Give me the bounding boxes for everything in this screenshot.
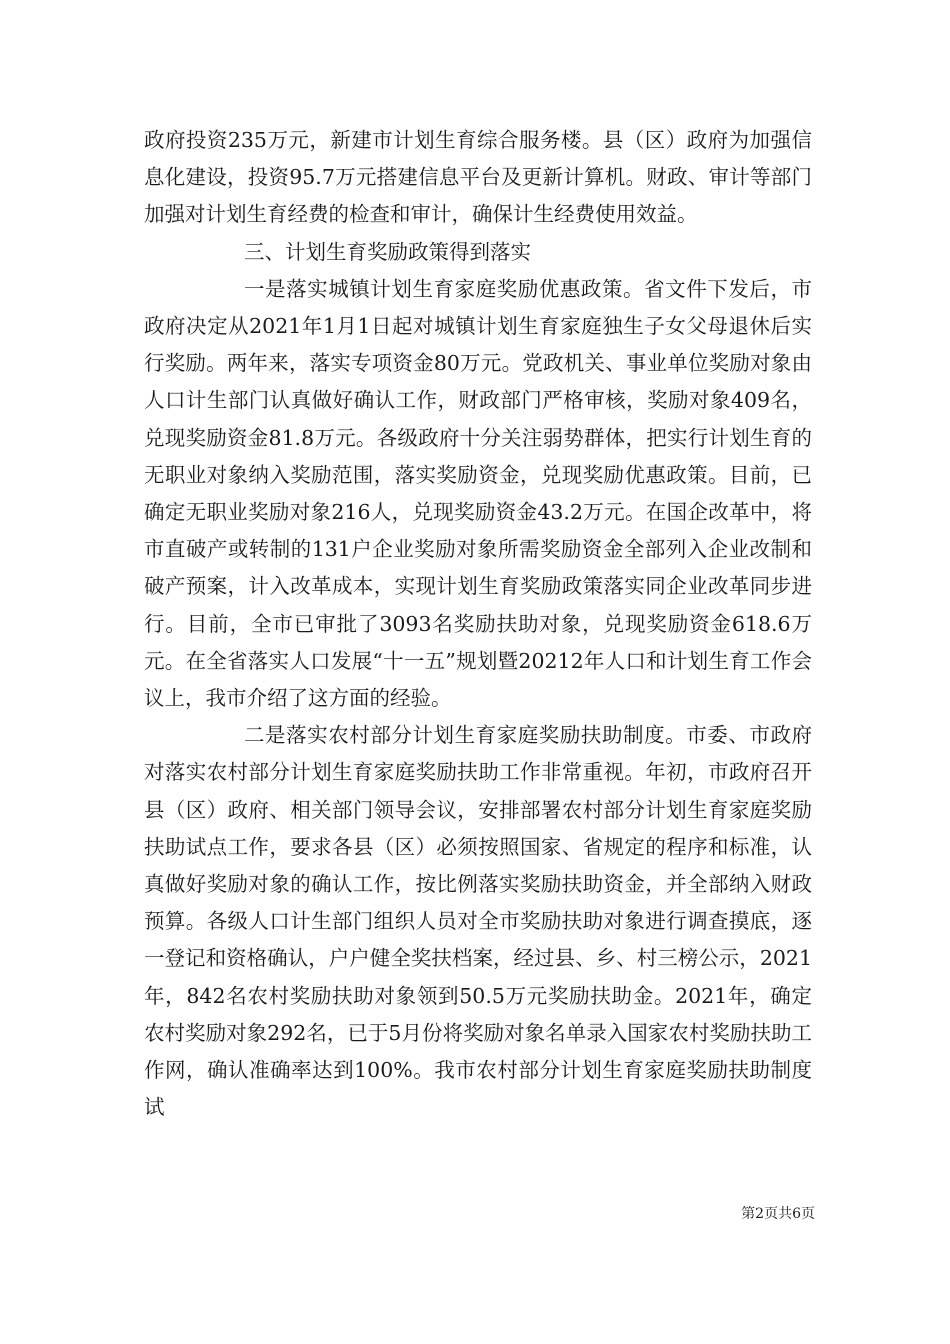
paragraph-rural-reward: 二是落实农村部分计划生育家庭奖励扶助制度。市委、市政府对落实农村部分计划生育家庭奖励扶助工作非常重视。年初，市政府召开县（区）政府、相关部门领导会议，安排部署农村部分计划生育家庭奖励扶助试点工作，要求各县（区）必须按照国家、省规定的程序和标准，认真做好奖励对象的确认工作，按比例落实奖励扶助资金，并全部纳入财政预算。各级人口计生部门组织人员对全市奖励扶助对象进行调查摸底，逐一登记和资格确认，户户健全奖扶档案，经过县、乡、村三榜公示，2021年，842名农村奖励扶助对象领到50.5万元奖励扶助金。2021年，确定农村奖励对象292名，已于5月份将奖励对象名单录入国家农村奖励扶助工作网，确认准确率达到100%。我市农村部分计划生育家庭奖励扶助制度试 xyxy=(144,723,812,1120)
paragraph-urban-reward: 一是落实城镇计划生育家庭奖励优惠政策。省文件下发后，市政府决定从2021年1月1日起对城镇计划生育家庭独生子女父母退休后实行奖励。两年来，落实专项资金80万元。党政机关、事业单位奖励对象由人口计生部门认真做好确认工作，财政部门严格审核，奖励对象409名，兑现奖励资金81.8万元。各级政府十分关注弱势群体，把实行计划生育的无职业对象纳入奖励范围，落实奖励资金，兑现奖励优惠政策。目前，已确定无职业奖励对象216人，兑现奖励资金43.2万元。在国企改革中，将市直破产或转制的131户企业奖励对象所需奖励资金全部列入企业改制和破产预案，计入改革成本，实现计划生育奖励政策落实同企业改革同步进行。目前，全市已审批了3093名奖励扶助对象，兑现奖励资金618.6万元。在全省落实人口发展“十一五”规划暨20212年人口和计划生育工作会议上，我市介绍了这方面的经验。 xyxy=(144,276,812,711)
section-heading: 三、计划生育奖励政策得到落实 xyxy=(244,239,531,264)
page-number: 第2页共6页 xyxy=(741,1206,815,1222)
document-body xyxy=(144,122,812,1126)
paragraph-investment: 政府投资235万元，新建市计划生育综合服务楼。县（区）政府为加强信息化建设，投资95.7万元搭建信息平台及更新计算机。财政、审计等部门加强对计划生育经费的检查和审计，确保计生经费使用效益。 xyxy=(144,128,812,227)
